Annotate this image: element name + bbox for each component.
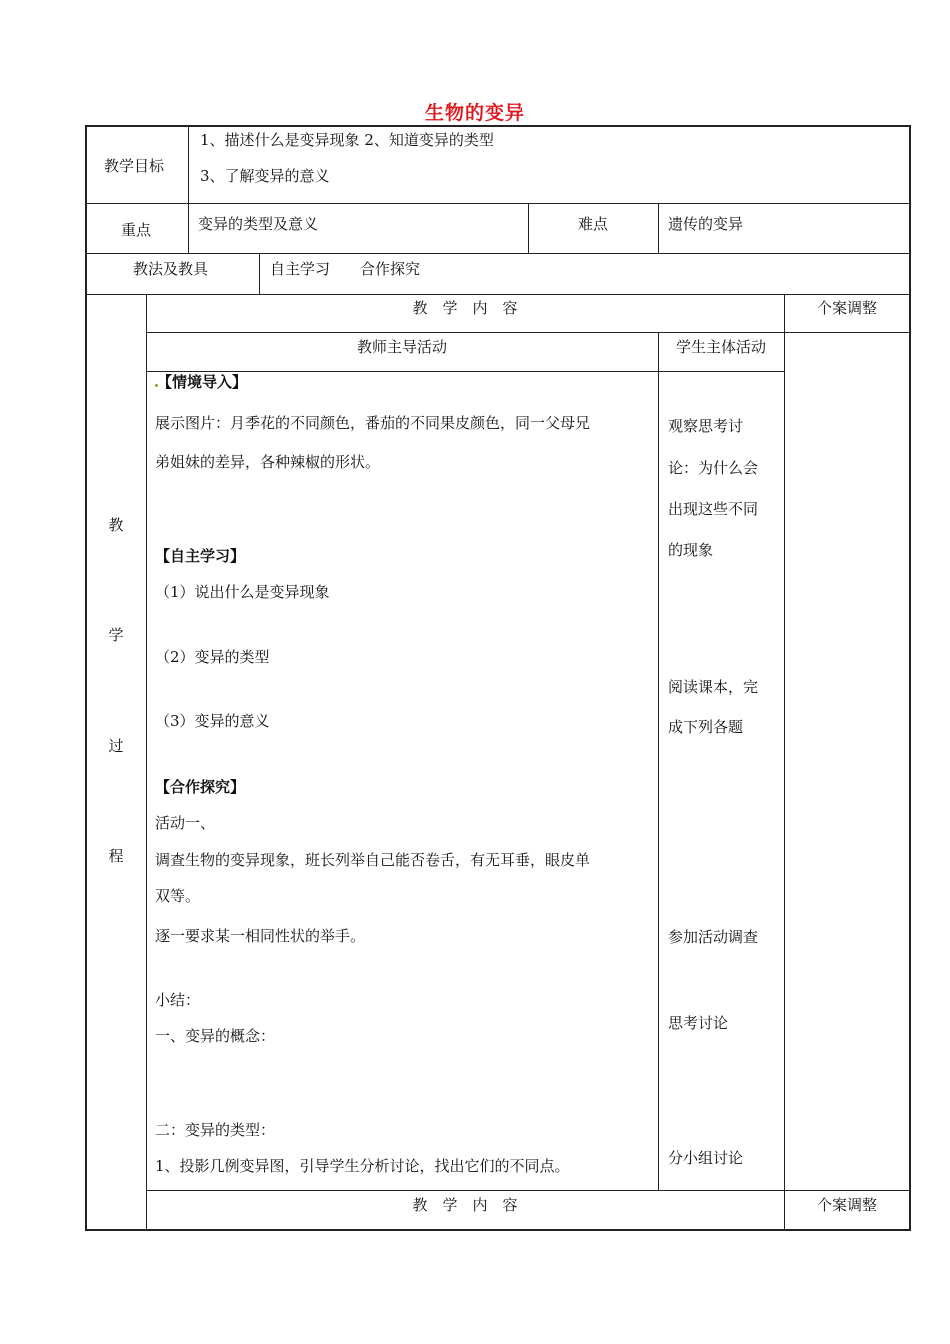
intro-heading: 【情境导入】 [157,373,248,391]
objective-line-2: 3、了解变异的意义 [200,167,330,185]
intro-text-1: 展示图片：月季花的不同颜色，番茄的不同果皮颜色，同一父母兄 [155,414,591,432]
process-side-label-3: 过 [108,737,124,755]
adjust-header: 个案调整 [816,299,877,317]
table-border-left [85,125,87,1231]
col-divider [259,253,260,295]
summary-label: 小结： [155,991,201,1009]
teacher-activity-header: 教师主导活动 [356,338,447,356]
student-activity-1-line-3: 出现这些不同 [668,500,759,518]
table-border-bottom [86,1229,911,1231]
student-activity-4: 思考讨论 [668,1014,729,1032]
row-divider [146,332,911,333]
process-side-label-1: 教 [108,516,124,534]
variation-types-item-1: 1、投影几例变异图，引导学生分析讨论，找出它们的不同点。 [155,1157,570,1175]
activity-text-1: 调查生物的变异现象，班长列举自己能否卷舌，有无耳垂，眼皮单 [155,851,591,869]
objectives-label: 教学目标 [104,157,165,175]
page-title: 生物的变异 [424,102,525,124]
cooperation-heading: 【合作探究】 [155,778,246,796]
question-2: （2）变异的类型 [155,648,270,666]
footer-adjust-header: 个案调整 [816,1196,877,1214]
col-divider [528,203,529,254]
activity-text-3: 逐一要求某一相同性状的举手。 [155,927,366,945]
focus-label: 重点 [121,221,152,239]
student-activity-3: 参加活动调查 [668,928,759,946]
student-activity-2-line-2: 成下列各题 [668,718,744,736]
col-divider [188,203,189,254]
process-side-label-4: 程 [108,847,124,865]
difficulty-value: 遗传的变异 [668,215,744,233]
variation-types: 二：变异的类型： [155,1121,276,1139]
methods-value: 自主学习 合作探究 [270,260,421,278]
methods-label: 教法及教具 [133,260,209,278]
variation-concept: 一、变异的概念： [155,1027,276,1045]
objective-line-1: 1、描述什么是变异现象 2、知道变异的类型 [200,131,494,149]
intro-text-2: 弟姐妹的差异，各种辣椒的形状。 [155,453,381,471]
focus-value: 变异的类型及意义 [198,215,319,233]
student-activity-2-line-1: 阅读课本，完 [668,678,759,696]
table-border-top [86,125,911,127]
difficulty-label: 难点 [578,215,609,233]
activity-text-2: 双等。 [155,887,201,905]
row-divider [86,294,911,295]
question-3: （3）变异的意义 [155,712,270,730]
col-divider [784,294,785,1230]
table-border-right [909,125,911,1231]
row-divider [146,1190,911,1191]
col-divider [658,332,659,1191]
row-divider [86,203,911,204]
row-divider [86,253,911,254]
col-divider [188,125,189,204]
col-divider [146,294,147,1230]
activity-label: 活动一、 [155,814,216,832]
self-study-heading: 【自主学习】 [155,547,246,565]
content-header: 教 学 内 容 [412,299,518,317]
student-activity-header: 学生主体活动 [675,338,766,356]
student-activity-5: 分小组讨论 [668,1149,744,1167]
student-activity-1-line-2: 论：为什么会 [668,459,759,477]
footer-content-header: 教 学 内 容 [412,1196,518,1214]
process-side-label-2: 学 [108,626,124,644]
student-activity-1-line-1: 观察思考讨 [668,417,744,435]
col-divider [658,203,659,254]
question-1: （1）说出什么是变异现象 [155,583,330,601]
student-activity-1-line-4: 的现象 [668,541,714,559]
